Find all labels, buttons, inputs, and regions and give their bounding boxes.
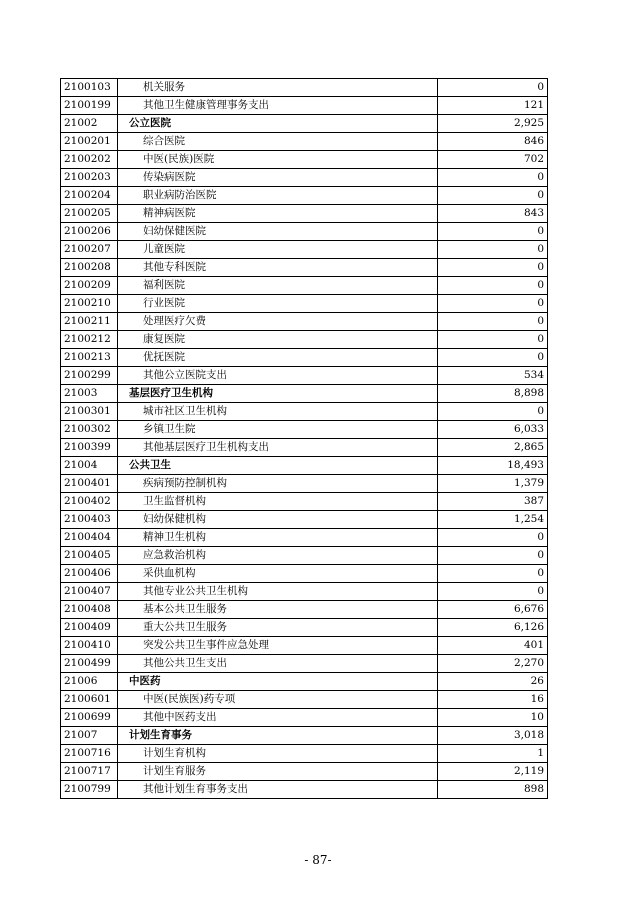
table-row [61,691,548,709]
subject-name: 其他专科医院 [118,259,438,277]
table-row [61,367,548,385]
amount: 0 [438,277,548,295]
subject-name: 乡镇卫生院 [118,421,438,439]
page-number: - 87- [304,853,332,867]
table-row [61,475,548,493]
table-row [61,547,548,565]
subject-name: 计划生育事务 [118,727,438,745]
table-row [61,79,548,97]
subject-name: 重大公共卫生服务 [118,619,438,637]
amount: 0 [438,403,548,421]
amount: 1,254 [438,511,548,529]
table-row [61,781,548,799]
table-row [61,277,548,295]
amount: 3,018 [438,727,548,745]
table-row [61,313,548,331]
amount: 0 [438,187,548,205]
subject-code: 2100699 [61,709,118,727]
subject-code: 2100209 [61,277,118,295]
subject-code: 2100405 [61,547,118,565]
table-row [61,259,548,277]
subject-code: 2100401 [61,475,118,493]
subject-code: 2100208 [61,259,118,277]
subject-code: 2100213 [61,349,118,367]
subject-name: 采供血机构 [118,565,438,583]
subject-code: 2100203 [61,169,118,187]
amount: 0 [438,241,548,259]
subject-code: 2100799 [61,781,118,799]
subject-name: 中医(民族医)药专项 [118,691,438,709]
subject-name: 妇幼保健医院 [118,223,438,241]
subject-code: 2100399 [61,439,118,457]
subject-name: 职业病防治医院 [118,187,438,205]
amount: 0 [438,223,548,241]
subject-code: 2100206 [61,223,118,241]
subject-name: 计划生育机构 [118,745,438,763]
subject-name: 儿童医院 [118,241,438,259]
subject-name: 其他基层医疗卫生机构支出 [118,439,438,457]
subject-code: 2100204 [61,187,118,205]
subject-code: 2100499 [61,655,118,673]
table-row [61,349,548,367]
subject-name: 公共卫生 [118,457,438,475]
subject-code: 2100302 [61,421,118,439]
amount: 0 [438,313,548,331]
subject-code: 21006 [61,673,118,691]
amount: 2,925 [438,115,548,133]
subject-code: 2100201 [61,133,118,151]
amount: 1 [438,745,548,763]
table-row [61,655,548,673]
table-row [61,565,548,583]
table-row [61,187,548,205]
table-row [61,745,548,763]
subject-name: 中医药 [118,673,438,691]
subject-name: 妇幼保健机构 [118,511,438,529]
subject-code: 2100207 [61,241,118,259]
amount: 0 [438,583,548,601]
subject-code: 2100299 [61,367,118,385]
table-body [61,79,548,799]
table-row [61,331,548,349]
subject-code: 21004 [61,457,118,475]
amount: 6,126 [438,619,548,637]
table-row [61,133,548,151]
table-row [61,223,548,241]
subject-code: 21007 [61,727,118,745]
table-row [61,583,548,601]
table-row [61,151,548,169]
table-row [61,97,548,115]
table-row [61,529,548,547]
amount: 843 [438,205,548,223]
budget-table [60,78,548,799]
amount: 0 [438,79,548,97]
subject-name: 卫生监督机构 [118,493,438,511]
table-row [61,511,548,529]
amount: 121 [438,97,548,115]
table-row [61,403,548,421]
amount: 6,676 [438,601,548,619]
subject-code: 21003 [61,385,118,403]
subject-name: 综合医院 [118,133,438,151]
subject-name: 其他计划生育事务支出 [118,781,438,799]
subject-code: 2100301 [61,403,118,421]
subject-name: 基本公共卫生服务 [118,601,438,619]
amount: 6,033 [438,421,548,439]
subject-code: 2100199 [61,97,118,115]
subject-name: 其他卫生健康管理事务支出 [118,97,438,115]
subject-name: 其他中医药支出 [118,709,438,727]
subject-code: 2100403 [61,511,118,529]
subject-code: 2100717 [61,763,118,781]
subject-name: 突发公共卫生事件应急处理 [118,637,438,655]
subject-name: 中医(民族)医院 [118,151,438,169]
subject-name: 疾病预防控制机构 [118,475,438,493]
amount: 0 [438,169,548,187]
amount: 0 [438,565,548,583]
subject-name: 精神卫生机构 [118,529,438,547]
subject-name: 应急救治机构 [118,547,438,565]
amount: 387 [438,493,548,511]
subject-name: 优抚医院 [118,349,438,367]
subject-code: 2100205 [61,205,118,223]
table-row [61,637,548,655]
table-row [61,439,548,457]
amount: 18,493 [438,457,548,475]
subject-code: 2100211 [61,313,118,331]
subject-code: 2100210 [61,295,118,313]
table-row [61,619,548,637]
amount: 2,270 [438,655,548,673]
amount: 0 [438,331,548,349]
subject-name: 基层医疗卫生机构 [118,385,438,403]
table-row [61,295,548,313]
subject-code: 21002 [61,115,118,133]
amount: 1,379 [438,475,548,493]
subject-code: 2100406 [61,565,118,583]
amount: 2,119 [438,763,548,781]
subject-code: 2100601 [61,691,118,709]
subject-name: 城市社区卫生机构 [118,403,438,421]
amount: 10 [438,709,548,727]
amount: 0 [438,547,548,565]
subject-name: 处理医疗欠费 [118,313,438,331]
table-row [61,727,548,745]
amount: 16 [438,691,548,709]
subject-name: 公立医院 [118,115,438,133]
table-row [61,493,548,511]
subject-name: 其他专业公共卫生机构 [118,583,438,601]
amount: 0 [438,529,548,547]
table-row [61,205,548,223]
table-row [61,115,548,133]
amount: 0 [438,295,548,313]
subject-name: 其他公立医院支出 [118,367,438,385]
table-row [61,763,548,781]
subject-name: 福利医院 [118,277,438,295]
table-row [61,169,548,187]
table-row [61,601,548,619]
table-row [61,709,548,727]
subject-name: 传染病医院 [118,169,438,187]
table-row [61,421,548,439]
subject-code: 2100202 [61,151,118,169]
amount: 0 [438,259,548,277]
amount: 702 [438,151,548,169]
amount: 2,865 [438,439,548,457]
amount: 26 [438,673,548,691]
amount: 898 [438,781,548,799]
subject-name: 机关服务 [118,79,438,97]
amount: 8,898 [438,385,548,403]
subject-name: 康复医院 [118,331,438,349]
subject-code: 2100103 [61,79,118,97]
subject-name: 精神病医院 [118,205,438,223]
subject-name: 行业医院 [118,295,438,313]
subject-code: 2100407 [61,583,118,601]
table-row [61,457,548,475]
table-row [61,673,548,691]
subject-name: 计划生育服务 [118,763,438,781]
subject-code: 2100409 [61,619,118,637]
subject-name: 其他公共卫生支出 [118,655,438,673]
amount: 401 [438,637,548,655]
subject-code: 2100212 [61,331,118,349]
amount: 534 [438,367,548,385]
amount: 846 [438,133,548,151]
subject-code: 2100408 [61,601,118,619]
table-row [61,385,548,403]
subject-code: 2100402 [61,493,118,511]
subject-code: 2100410 [61,637,118,655]
table-row [61,241,548,259]
subject-code: 2100404 [61,529,118,547]
amount: 0 [438,349,548,367]
subject-code: 2100716 [61,745,118,763]
